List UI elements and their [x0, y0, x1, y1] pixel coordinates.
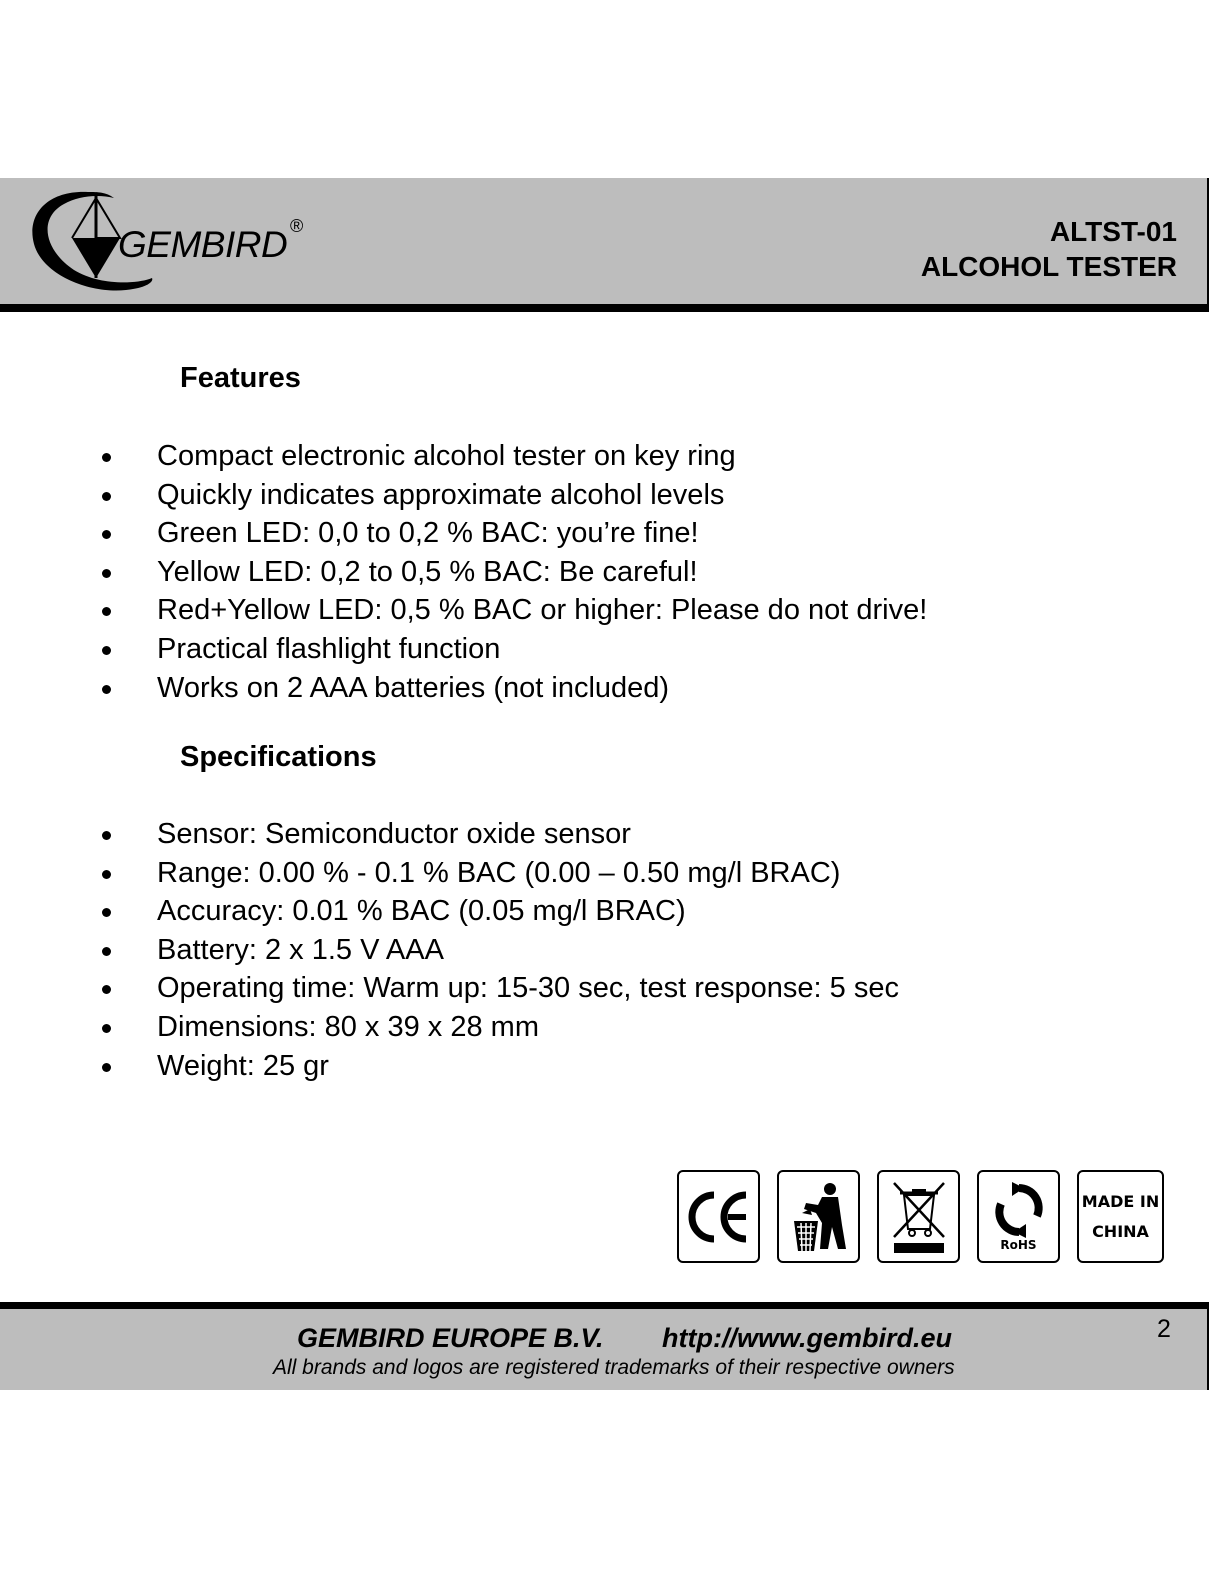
feature-item: Green LED: 0,0 to 0,2 % BAC: you’re fine!: [0, 514, 927, 553]
spec-item: Accuracy: 0.01 % BAC (0.05 mg/l BRAC): [0, 892, 899, 931]
header-band: [0, 178, 1209, 304]
made-in-line2: CHINA: [1092, 1221, 1149, 1241]
specifications-heading: Specifications: [180, 741, 377, 773]
trademark-note: All brands and logos are registered trademarks of their respective owners: [273, 1356, 955, 1379]
features-heading: Features: [180, 362, 301, 394]
feature-item: Works on 2 AAA batteries (not included): [0, 669, 927, 708]
gembird-logo: [28, 186, 328, 296]
product-name: ALCOHOL TESTER: [920, 251, 1177, 282]
spec-item: Range: 0.00 % - 0.1 % BAC (0.00 – 0.50 mg/l BRAC): [0, 854, 899, 893]
header-rule: [0, 304, 1209, 312]
made-in-line1: MADE IN: [1081, 1191, 1160, 1211]
spec-item: Sensor: Semiconductor oxide sensor: [0, 815, 899, 854]
page-number: 2: [1157, 1315, 1171, 1343]
feature-item: Red+Yellow LED: 0,5 % BAC or higher: Please do not drive!: [0, 591, 927, 630]
ce-mark-icon: [677, 1170, 760, 1263]
footer-url-link[interactable]: http://www.gembird.eu: [662, 1323, 952, 1353]
footer-rule: [0, 1302, 1209, 1309]
feature-item: Practical flashlight function: [0, 630, 927, 669]
specifications-list: [0, 815, 899, 1085]
model-code: ALTST-01: [1049, 216, 1177, 247]
spec-item: Dimensions: 80 x 39 x 28 mm: [0, 1008, 899, 1047]
logo-wordmark: GEMBIRD: [118, 224, 288, 265]
footer-band: [0, 1309, 1209, 1390]
features-list: [0, 437, 927, 707]
feature-item: Yellow LED: 0,2 to 0,5 % BAC: Be careful!: [0, 553, 927, 592]
rohs-label: RoHS: [1000, 1237, 1037, 1252]
spec-item: Battery: 2 x 1.5 V AAA: [0, 931, 899, 970]
spec-item: Weight: 25 gr: [0, 1047, 899, 1086]
registered-mark: ®: [290, 216, 304, 236]
tidyman-litter-icon: [777, 1170, 860, 1263]
feature-item: Quickly indicates approximate alcohol levels: [0, 476, 927, 515]
footer-company: GEMBIRD EUROPE B.V.: [297, 1323, 604, 1353]
product-title-block: [921, 214, 1177, 284]
certification-icons: [677, 1170, 1164, 1266]
rohs-recycle-icon: [977, 1170, 1060, 1263]
weee-crossed-bin-icon: [877, 1170, 960, 1263]
spec-item: Operating time: Warm up: 15-30 sec, test response: 5 sec: [0, 969, 899, 1008]
made-in-china-badge: [1077, 1170, 1164, 1263]
feature-item: Compact electronic alcohol tester on key ring: [0, 437, 927, 476]
